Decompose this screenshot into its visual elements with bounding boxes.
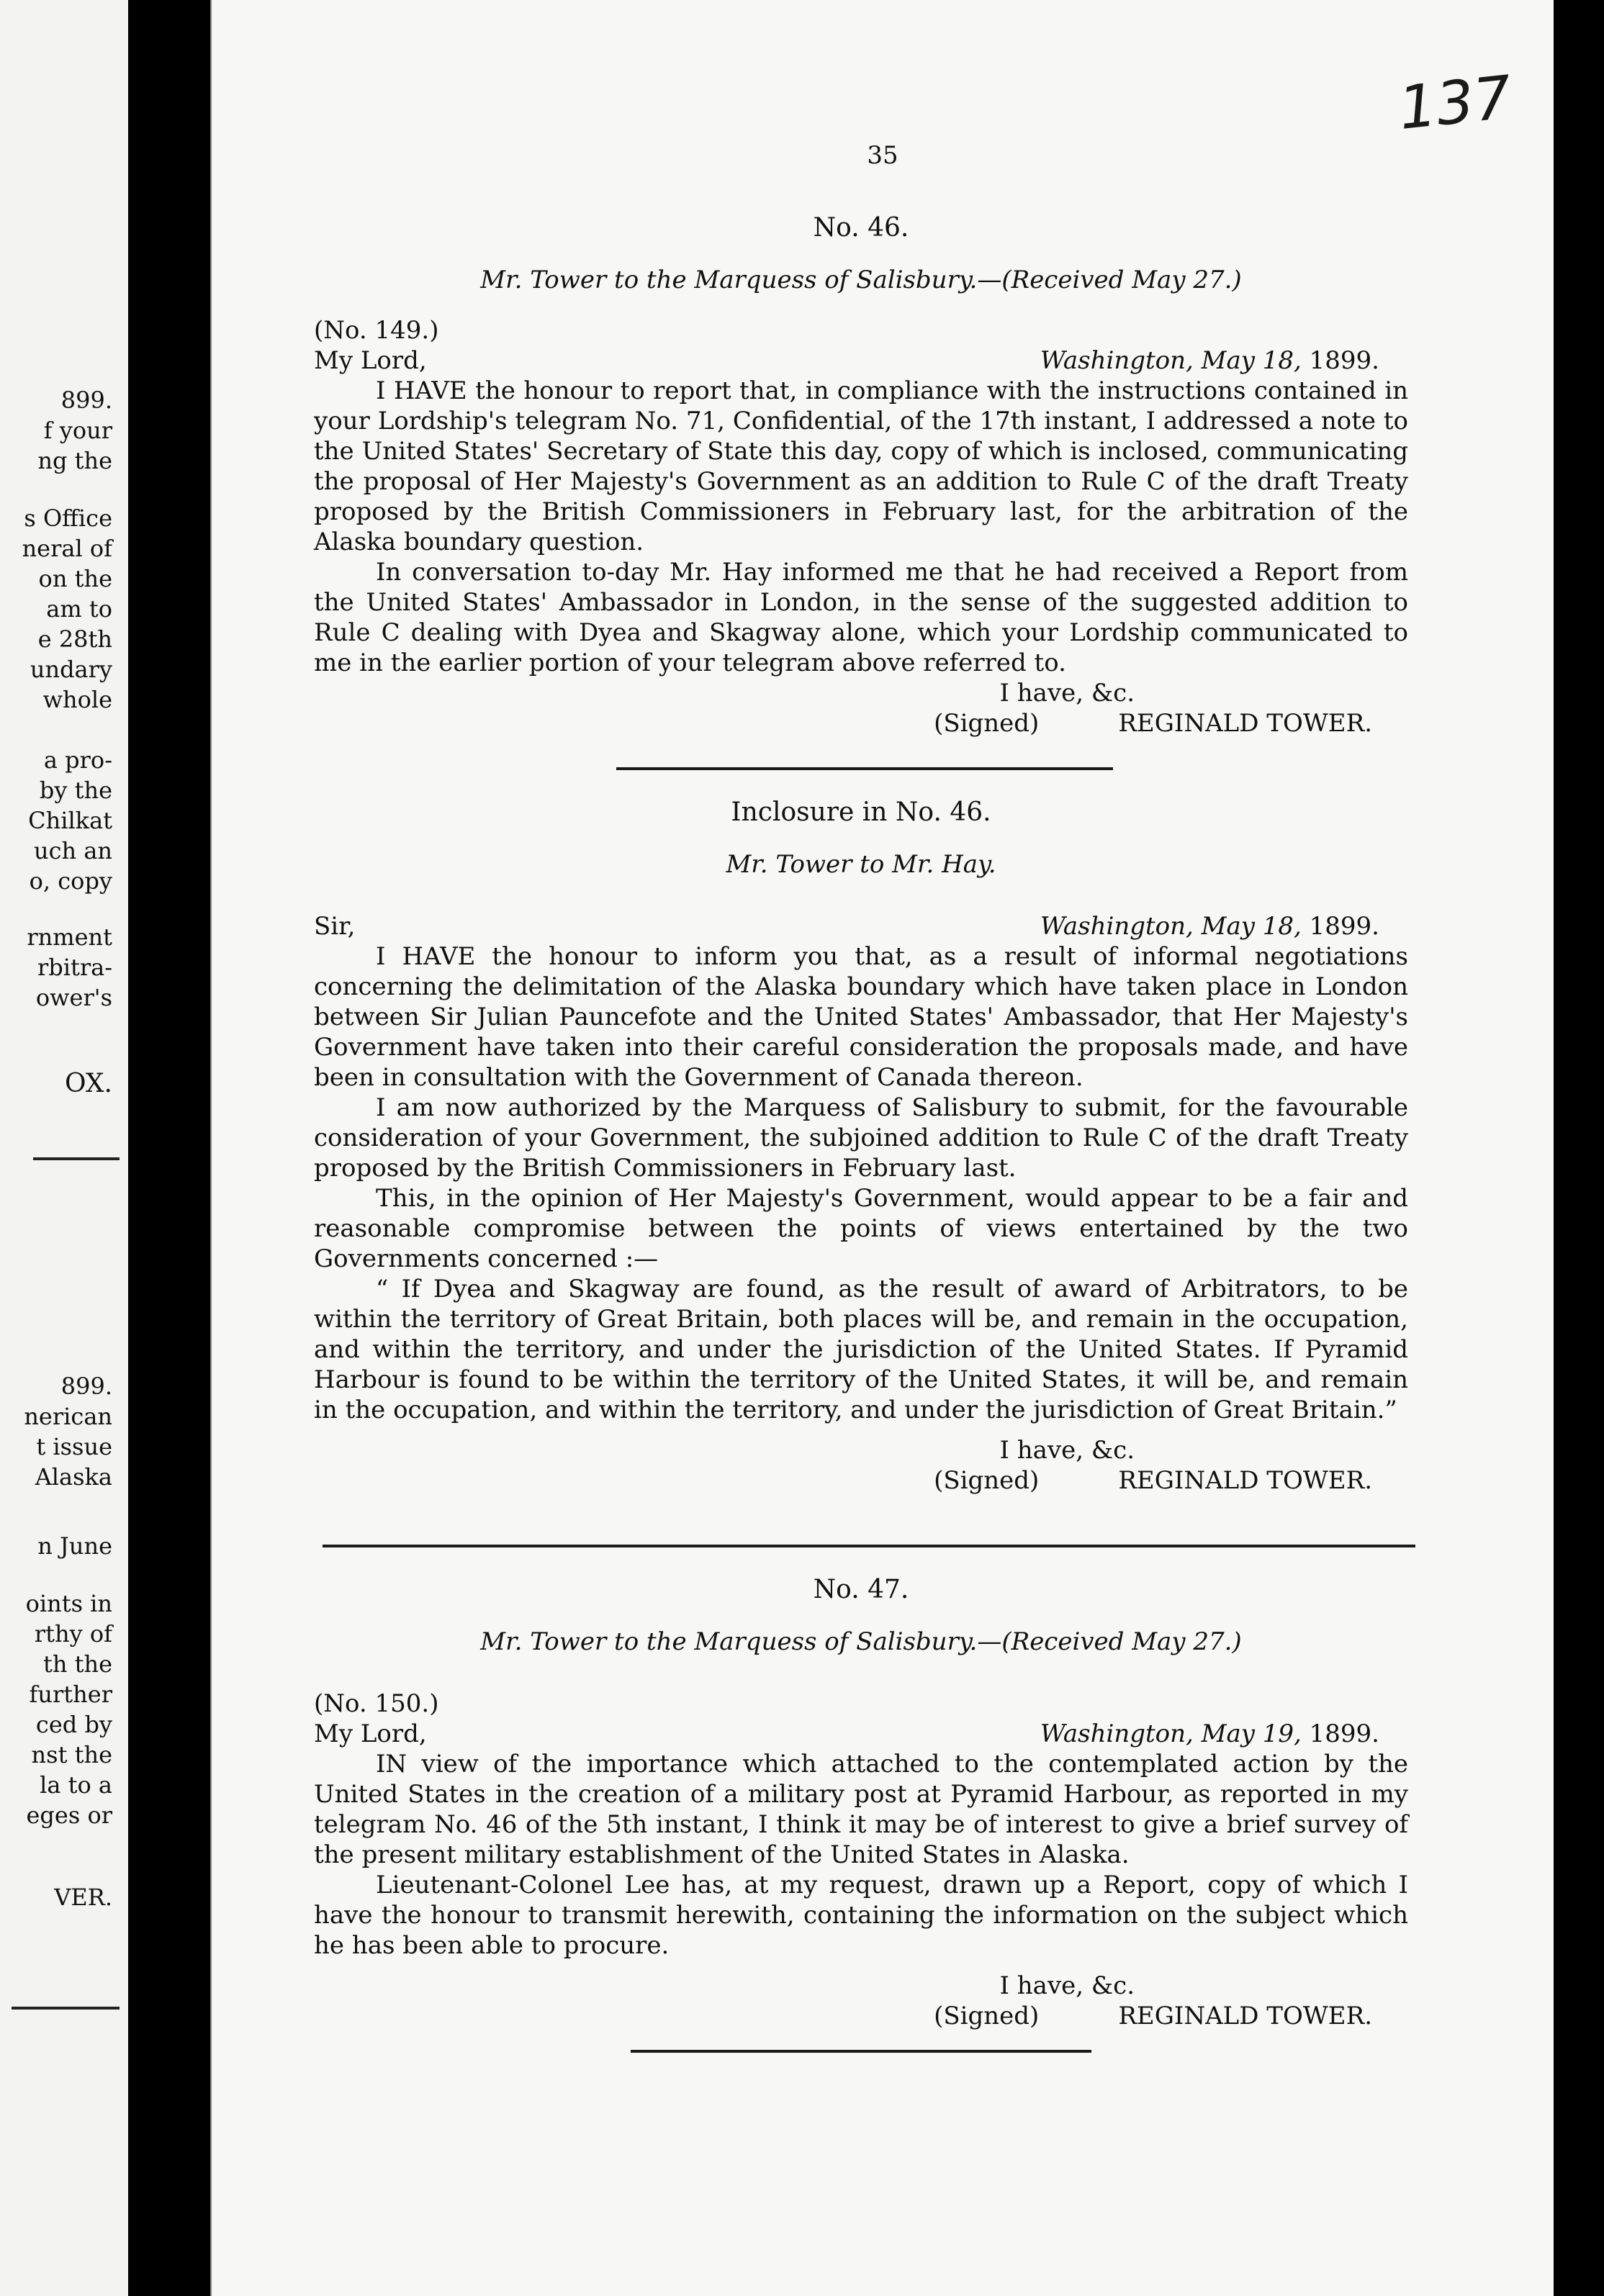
left-fragment: o, copy bbox=[29, 867, 112, 895]
salutation: Sir, bbox=[314, 912, 356, 941]
paragraph: IN view of the importance which attached to the contemplated action by the United States in the creation of a military post at Pyramid Harbour, as reported in my telegram No. 46 of the 5th instant, I think it may be of interest to give a brief survey of the present military establishment of the United States in Alaska. bbox=[314, 1750, 1408, 1869]
document-number: No. 46. bbox=[813, 213, 909, 243]
signature-line bbox=[314, 708, 1408, 738]
paragraph: I am now authorized by the Marquess of Salisbury to submit, for the favourable consideration of your Government, the subjoined addition to Rule C of the draft Treaty proposed by the British Commissioners in February last. bbox=[314, 1093, 1408, 1183]
end-divider bbox=[631, 2050, 1091, 2053]
paragraph: This, in the opinion of Her Majesty's Government, would appear to be a fair and reasonable compromise between the points of views entertained by the two Governments concerned :— bbox=[314, 1184, 1408, 1273]
left-fragment: am to bbox=[46, 595, 112, 623]
left-fragment: e 28th bbox=[37, 625, 112, 653]
left-fragment: n June bbox=[37, 1532, 112, 1560]
left-fragment: VER. bbox=[54, 1884, 112, 1911]
paragraph: Lieutenant-Colonel Lee has, at my request, drawn up a Report, copy of which I have the honour to transmit herewith, containing the information on the subject which he has been able to procure. bbox=[314, 1871, 1408, 1960]
date-year: 1899. bbox=[1309, 1719, 1379, 1748]
paragraph: I HAVE the honour to report that, in compliance with the instructions contained in your Lordship's telegram No. 71, Confidential, of the 17th instant, I addressed a note to the United States' Secretary of State this day, copy of which is inclosed, communicating the proposal of Her Majesty's Government as an addition to Rule C of the draft Treaty proposed by the British Commissioners in February last, for the arbitration of the Alaska boundary question. bbox=[314, 376, 1408, 556]
dateline bbox=[314, 911, 1408, 941]
left-fragment: undary bbox=[30, 656, 112, 683]
left-fragment: ng the bbox=[37, 447, 112, 474]
paragraph: I HAVE the honour to inform you that, as a result of informal negotiations concerning the delimitation of the Alaska boundary which have taken place in London between Sir Julian Pauncefote and the United States' Ambassador, that Her Majesty's Government have taken into their careful consideration the proposals made, and have been in consultation with the Government of Canada thereon. bbox=[314, 942, 1408, 1092]
left-facing-page bbox=[0, 0, 128, 2296]
reference-number: (No. 149.) bbox=[314, 316, 439, 345]
salutation: My Lord, bbox=[314, 1719, 427, 1748]
document-title: Mr. Tower to Mr. Hay. bbox=[726, 850, 996, 879]
document-no-47 bbox=[314, 1575, 1408, 2031]
signer-name: REGINALD TOWER. bbox=[1118, 1466, 1372, 1495]
left-fragment: a pro- bbox=[43, 746, 112, 774]
left-fragment: rbitra- bbox=[37, 954, 112, 981]
left-fragment: rthy of bbox=[34, 1620, 112, 1648]
page-edge-shadow bbox=[1548, 0, 1604, 2296]
left-fragment: by the bbox=[39, 777, 112, 804]
quoted-rule-addition: “ If Dyea and Skagway are found, as the result of award of Arbitrators, to be within the territory of Great Britain, both places will be, and remain in the occupation, and within the territory, and under the jurisdiction of the United States. If Pyramid Harbour is found to be within the territory of the United States, it will be, and remain in the occupation, and within the territory, and under the jurisdiction of Great Britain.” bbox=[314, 1275, 1408, 1424]
signer-name: REGINALD TOWER. bbox=[1118, 2002, 1372, 2030]
left-fragment: la to a bbox=[40, 1771, 112, 1799]
left-fragment: s Office bbox=[24, 505, 112, 532]
left-fragment: f your bbox=[43, 417, 112, 444]
closing: I have, &c. bbox=[999, 679, 1135, 708]
signed-label: (Signed) bbox=[934, 709, 1040, 738]
document-title: Mr. Tower to the Marquess of Salisbury.—(Received May 27.) bbox=[480, 1627, 1242, 1656]
reference-number: (No. 150.) bbox=[314, 1689, 439, 1718]
date-year: 1899. bbox=[1309, 346, 1379, 375]
dateline bbox=[314, 1719, 1408, 1749]
left-divider bbox=[12, 2007, 120, 2010]
section-divider bbox=[323, 1545, 1415, 1547]
left-fragment: ced by bbox=[35, 1711, 112, 1738]
left-fragment: nst the bbox=[31, 1741, 112, 1768]
left-fragment: rnment bbox=[27, 923, 112, 951]
left-fragment: nerican bbox=[24, 1403, 112, 1430]
left-fragment: 899. bbox=[60, 1373, 112, 1400]
signature-line bbox=[314, 1465, 1408, 1496]
left-fragment: t issue bbox=[36, 1433, 112, 1460]
document-no-46 bbox=[314, 213, 1408, 738]
left-fragment: Chilkat bbox=[28, 807, 112, 834]
left-fragment: OX. bbox=[65, 1069, 112, 1098]
signature-line bbox=[314, 2001, 1408, 2031]
date-text: Washington, May 19, bbox=[1040, 1719, 1302, 1748]
document-title: Mr. Tower to the Marquess of Salisbury.—(Received May 27.) bbox=[480, 266, 1242, 294]
signer-name: REGINALD TOWER. bbox=[1118, 709, 1372, 738]
date-text: Washington, May 18, bbox=[1040, 346, 1302, 375]
dateline bbox=[314, 345, 1408, 376]
handwritten-folio-number: 137 bbox=[1395, 63, 1515, 143]
signed-label: (Signed) bbox=[934, 1466, 1040, 1495]
section-divider bbox=[616, 767, 1113, 770]
date-place bbox=[1040, 1719, 1408, 1749]
document-page bbox=[210, 0, 1554, 2296]
left-fragment: neral of bbox=[22, 535, 112, 562]
left-fragment: further bbox=[29, 1681, 112, 1708]
inclosure-no-46 bbox=[314, 797, 1408, 1496]
document-number: No. 47. bbox=[813, 1575, 909, 1604]
salutation: My Lord, bbox=[314, 346, 427, 375]
left-fragment: oints in bbox=[25, 1590, 112, 1617]
document-number: Inclosure in No. 46. bbox=[731, 797, 991, 827]
date-text: Washington, May 18, bbox=[1040, 912, 1302, 941]
left-fragment: eges or bbox=[26, 1802, 112, 1829]
left-fragment: ower's bbox=[35, 984, 112, 1011]
signed-label: (Signed) bbox=[934, 2002, 1040, 2030]
date-place bbox=[1040, 911, 1408, 941]
page-number: 35 bbox=[867, 141, 898, 170]
left-fragment: uch an bbox=[34, 837, 112, 864]
paragraph: In conversation to-day Mr. Hay informed me that he had received a Report from the United States' Ambassador in London, in the sense of the suggested addition to Rule C dealing with Dyea and Skagway alone, which your Lordship communicated to me in the earlier portion of your telegram above referred to. bbox=[314, 558, 1408, 677]
left-fragment: 899. bbox=[60, 387, 112, 414]
date-year: 1899. bbox=[1309, 912, 1379, 941]
left-fragment: whole bbox=[42, 686, 112, 713]
left-fragment: th the bbox=[42, 1650, 112, 1678]
left-fragment: on the bbox=[38, 565, 112, 592]
closing: I have, &c. bbox=[999, 1436, 1135, 1465]
closing: I have, &c. bbox=[999, 1971, 1135, 2000]
left-divider bbox=[33, 1157, 120, 1160]
left-fragment: Alaska bbox=[35, 1463, 112, 1491]
date-place bbox=[1040, 345, 1408, 376]
